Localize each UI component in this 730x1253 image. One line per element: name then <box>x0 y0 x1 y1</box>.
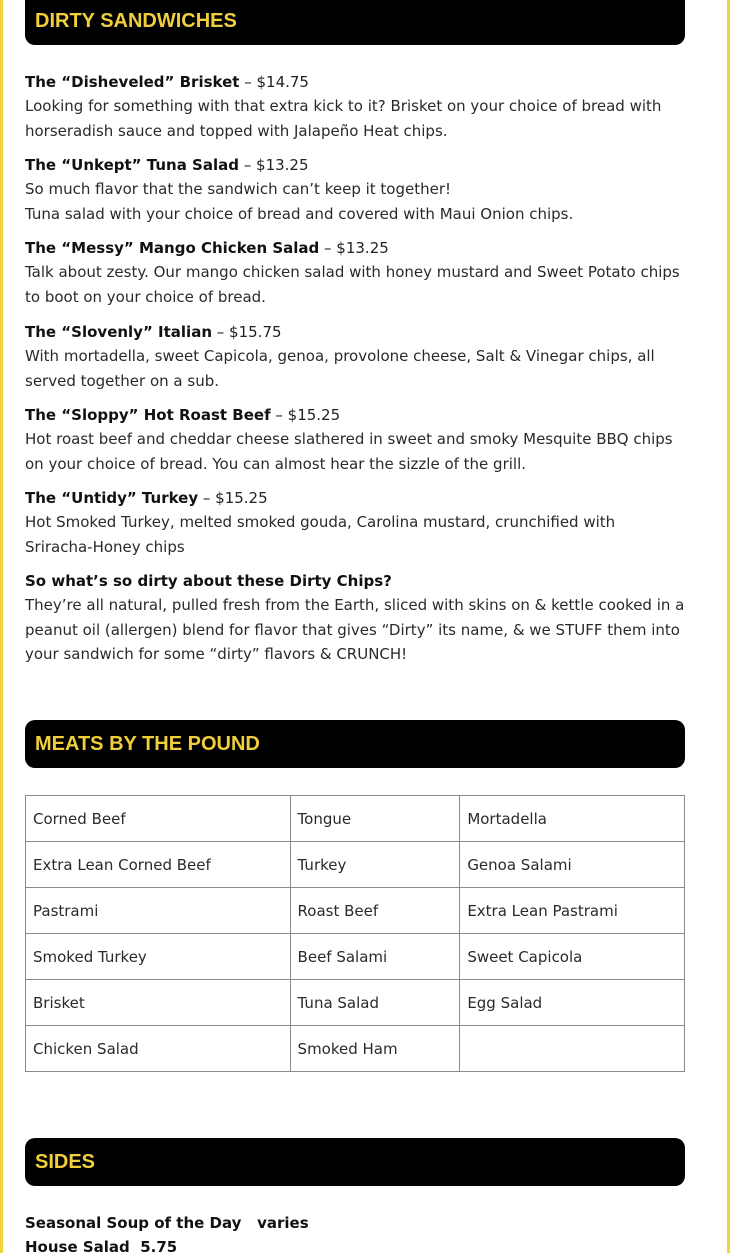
dirty-chips-note <box>25 569 687 666</box>
table-cell: Smoked Ham <box>290 1026 460 1072</box>
item-name: The “Sloppy” Hot Roast Beef <box>25 406 271 424</box>
dirty-sandwiches-heading: DIRTY SANDWICHES <box>25 0 685 45</box>
table-cell: Extra Lean Corned Beef <box>26 842 291 888</box>
table-cell: Tuna Salad <box>290 980 460 1026</box>
menu-item <box>25 153 687 226</box>
item-description-2: Tuna salad with your choice of bread and covered with Maui Onion chips. <box>25 204 574 223</box>
item-name: The “Messy” Mango Chicken Salad <box>25 239 320 257</box>
menu-item <box>25 486 687 559</box>
sides-heading: SIDES <box>25 1138 685 1186</box>
item-name: The “Slovenly” Italian <box>25 323 213 341</box>
item-description: Hot roast beef and cheddar cheese slathered in sweet and smoky Mesquite BBQ chips on your choice of bread. You can almost hear the sizzle of the grill. <box>25 430 673 473</box>
table-cell: Brisket <box>26 980 291 1026</box>
side-item-house-salad: House Salad 5.75 <box>25 1238 178 1253</box>
table-cell: Smoked Turkey <box>26 934 291 980</box>
table-row <box>26 980 685 1026</box>
table-row <box>26 1026 685 1072</box>
item-description: Looking for something with that extra kick to it? Brisket on your choice of bread with horseradish sauce and topped with Jalapeño Heat chips. <box>25 97 662 140</box>
left-accent-border <box>0 0 3 1253</box>
item-price: – $15.25 <box>198 489 268 507</box>
side-item-soup: Seasonal Soup of the Day varies <box>25 1214 309 1232</box>
item-name: The “Unkept” Tuna Salad <box>25 156 239 174</box>
table-row <box>26 842 685 888</box>
table-row <box>26 888 685 934</box>
item-description: Hot Smoked Turkey, melted smoked gouda, Carolina mustard, crunchified with Sriracha-Honey chips <box>25 513 616 556</box>
meats-by-the-pound-heading: MEATS BY THE POUND <box>25 720 685 768</box>
table-cell: Egg Salad <box>460 980 685 1026</box>
menu-item <box>25 70 687 143</box>
table-cell: Genoa Salami <box>460 842 685 888</box>
table-cell: Extra Lean Pastrami <box>460 888 685 934</box>
item-name: The “Untidy” Turkey <box>25 489 199 507</box>
meats-table <box>25 795 685 1072</box>
table-cell: Chicken Salad <box>26 1026 291 1072</box>
table-cell: Turkey <box>290 842 460 888</box>
item-price: – $15.75 <box>212 323 282 341</box>
table-cell: Mortadella <box>460 796 685 842</box>
table-cell: Corned Beef <box>26 796 291 842</box>
table-cell: Pastrami <box>26 888 291 934</box>
item-description: Talk about zesty. Our mango chicken salad with honey mustard and Sweet Potato chips to boot on your choice of bread. <box>25 263 680 306</box>
menu-item <box>25 320 687 393</box>
table-row <box>26 934 685 980</box>
dirty-chips-answer: They’re all natural, pulled fresh from the Earth, sliced with skins on & kettle cooked in a peanut oil (allergen) blend for flavor that gives “Dirty” its name, & we STUFF them into your sandwich for some “dirty” flavors & CRUNCH! <box>25 596 685 663</box>
menu-item <box>25 236 687 309</box>
dirty-chips-question: So what’s so dirty about these Dirty Chips? <box>25 572 392 590</box>
item-price: – $13.25 <box>319 239 389 257</box>
table-cell: Roast Beef <box>290 888 460 934</box>
menu-item <box>25 403 687 476</box>
item-price: – $14.75 <box>239 73 309 91</box>
table-row <box>26 796 685 842</box>
item-name: The “Disheveled” Brisket <box>25 73 240 91</box>
table-cell: Tongue <box>290 796 460 842</box>
table-cell: Sweet Capicola <box>460 934 685 980</box>
table-cell <box>460 1026 685 1072</box>
item-description: With mortadella, sweet Capicola, genoa, provolone cheese, Salt & Vinegar chips, all served together on a sub. <box>25 347 655 390</box>
table-cell: Beef Salami <box>290 934 460 980</box>
item-price: – $13.25 <box>238 156 309 174</box>
item-price: – $15.25 <box>270 406 341 424</box>
item-description: So much flavor that the sandwich can’t keep it together! <box>25 180 452 199</box>
